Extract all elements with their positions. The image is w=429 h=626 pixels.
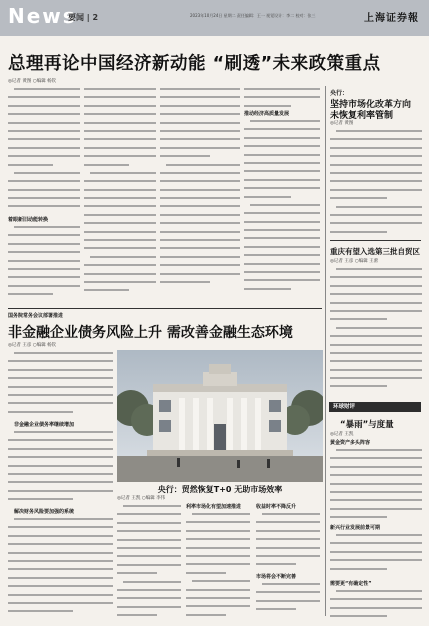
photo-story-col-3a [256, 511, 320, 571]
commentary-subhead-2: 新兴行业发展前景可期 [330, 525, 381, 531]
commentary-subhead-1: 黄金资产多头阵容 [330, 440, 371, 446]
photo-story-col-2 [186, 511, 250, 620]
masthead-news-mark: News [8, 4, 77, 28]
main-story-col-1 [8, 86, 80, 216]
right-rule-1 [330, 240, 421, 241]
commentary-body-1 [330, 447, 422, 523]
right-story-body [330, 128, 422, 238]
story2-title: 重庆有望入选第三批自贸区 [330, 247, 420, 256]
commentary-body-2 [330, 532, 422, 578]
right-kicker: 央行： [330, 90, 349, 97]
main-headline: 总理再论中国经济新动能 “刷透”未来政策重点 [8, 54, 381, 74]
right-title-line2: 未恢复利率管制 [330, 111, 394, 121]
main-story-col-2 [84, 86, 156, 306]
commentary-byline: ◎记者 王凯 [330, 432, 354, 437]
second-subhead-1: 非金融企业债务率继续增加 [14, 422, 75, 428]
photo-story-col-3b [256, 581, 320, 620]
second-story-headline: 非金融企业债务风险上升 需改善金融生态环境 [8, 325, 293, 341]
newspaper-brand: 上海证券報 [364, 13, 419, 24]
second-story-col-1a [8, 350, 113, 420]
section-rule [8, 308, 322, 309]
main-story-col-3 [160, 86, 240, 306]
main-subhead-2: 推动经济高质量发展 [244, 111, 290, 117]
main-subhead-1: 着眼新旧动能转换 [8, 217, 49, 223]
right-byline: ◎记者 黄图 [330, 121, 354, 126]
commentary-body-3 [330, 588, 422, 620]
building-illustration [117, 350, 323, 482]
section-label: 要闻 | 2 [68, 13, 99, 22]
commentary-title: “暴雨”与度量 [340, 420, 394, 430]
masthead-info: 2023年10月24日 星期二 责任编辑：王一 视觉设计：李二 校对：张三 [190, 13, 316, 18]
commentary-subhead-3: 需要更“有确定性” [330, 581, 372, 587]
second-story-col-1c [8, 516, 113, 620]
photo-story-col-1 [117, 503, 181, 620]
masthead [0, 0, 429, 36]
story2-byline: ◎记者 王彦 ○编辑 王蕾 [330, 259, 379, 264]
commentary-box-label: 环球财评 [329, 402, 421, 412]
second-story-col-1b [8, 429, 113, 507]
photo-byline: ◎记者 王凯 ○编辑 李伟 [117, 496, 166, 501]
middle-subhead-1: 利率市场化有望加速推进 [186, 504, 242, 510]
column-divider [325, 86, 326, 616]
middle-subhead-2: 收益时率不降反升 [256, 504, 297, 510]
main-story-col-4b [244, 118, 320, 306]
second-story-byline: ◎记者 王彦 ○编辑 杨钦 [8, 343, 57, 348]
main-byline: ◎记者 黄图 ○编辑 杨钦 [8, 79, 57, 84]
main-story-col-1b [8, 224, 80, 306]
second-subhead-2: 解决财务风险要加强的系统 [14, 509, 75, 515]
right-title-line1: 坚持市场化改革方向 [330, 100, 412, 110]
building-photo [117, 350, 323, 482]
photo-headline: 央行：贸然恢复T+0 无助市场效率 [157, 485, 283, 494]
main-story-col-4a [244, 86, 320, 108]
second-story-kicker: 国务院常务会议部署推进 [8, 313, 64, 319]
story2-body [330, 266, 422, 398]
middle-subhead-3: 市场将会不断完善 [256, 574, 297, 580]
